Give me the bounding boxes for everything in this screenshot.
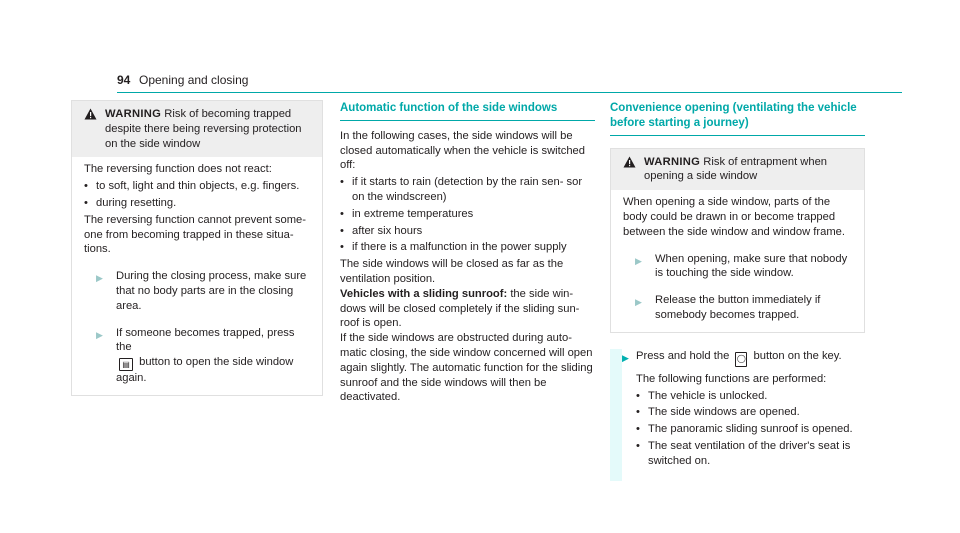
step-text: During the closing process, make sure that no body parts are in the closing area. <box>116 270 307 312</box>
left-column <box>71 100 323 396</box>
action-text <box>636 349 842 367</box>
list-item: • after six hours <box>340 224 595 239</box>
functions-list <box>626 389 865 469</box>
action-block <box>610 349 865 469</box>
right-column <box>610 100 865 469</box>
step-text: Release the button immediately if somebody becomes trapped. <box>655 294 821 321</box>
warning-header <box>72 101 322 157</box>
page-header <box>117 70 902 93</box>
step-text: When opening, make sure that nobody is touching the side window. <box>655 252 848 280</box>
unlock-key-button-icon: ◯ <box>735 352 747 367</box>
paragraph-obstructed: If the side windows are obstructed during auto- matic closing, the side window concerned will open again slightly. The automatic function for the sliding sunroof and the side windows will then be deactivated. <box>340 332 593 404</box>
warning-title <box>639 155 854 185</box>
warning-title <box>100 107 312 151</box>
warning-body <box>72 157 322 395</box>
list-item: • The panoramic sliding sunroof is opened. <box>636 422 865 437</box>
step-text <box>113 326 312 386</box>
action-intro: The following functions are performed: <box>636 372 827 385</box>
conditions-list <box>340 175 595 255</box>
list-item: • to soft, light and thin objects, e.g. fingers. <box>84 179 312 194</box>
step-arrow-icon: ▶ <box>96 273 103 284</box>
warning-paragraph: The reversing function cannot prevent some- one from becoming trapped in these situa- tions. <box>84 213 307 256</box>
warning-label: WARNING <box>644 155 701 168</box>
step-text-before: If someone becomes trapped, press the <box>116 326 295 354</box>
list-item: • The seat ventilation of the driver's seat is switched on. <box>636 439 865 469</box>
warning-intro: The reversing function does not react: <box>84 163 272 176</box>
page-number: 94 <box>117 73 131 87</box>
section-heading-automatic: Automatic function of the side windows <box>340 101 595 121</box>
paragraph-sunroof <box>340 287 595 331</box>
list-item: • if it starts to rain (detection by the rain sen- sor on the windscreen) <box>340 175 595 205</box>
section-heading-convenience: Convenience opening (ventilating the vehicle before starting a journey) <box>610 101 865 136</box>
warning-triangle-icon <box>84 107 100 151</box>
warning-bullet-list <box>84 179 312 211</box>
intro-paragraph: In the following cases, the side windows will be closed automatically when the vehicle is switched off: <box>340 129 586 172</box>
instruction-step <box>84 269 312 313</box>
warning-box-entrapment <box>610 148 865 333</box>
instruction-step <box>623 293 854 323</box>
step-arrow-icon: ▶ <box>635 297 642 308</box>
action-text-before: Press and hold the <box>636 349 733 362</box>
list-item: • if there is a malfunction in the power supply <box>340 240 595 255</box>
step-arrow-icon: ▶ <box>622 352 629 363</box>
instruction-step <box>623 252 854 282</box>
warning-header <box>611 149 864 191</box>
warning-label: WARNING <box>105 108 162 120</box>
warning-title-text: Risk of becoming trapped despite there being reversing protection on the side window <box>105 108 302 150</box>
step-arrow-icon: ▶ <box>635 255 642 266</box>
instruction-step <box>84 326 312 386</box>
action-text-after: button on the key. <box>750 349 842 362</box>
sunroof-label: Vehicles with a sliding sunroof: <box>340 287 508 300</box>
paragraph-ventilation: The side windows will be closed as far as the ventilation position. <box>340 258 564 285</box>
window-button-icon: ▤ <box>119 358 133 371</box>
step-text-after: button to open the side window again. <box>116 356 294 385</box>
list-item: • The side windows are opened. <box>636 405 865 420</box>
list-item: • The vehicle is unlocked. <box>636 389 865 404</box>
warning-title-text: Risk of entrapment when opening a side window <box>644 155 828 183</box>
sunroof-text: the side win- dows will be closed completely if the sliding sun- roof is open. <box>340 287 580 330</box>
warning-body <box>611 190 864 332</box>
warning-body-text: When opening a side window, parts of the body could be drawn in or become trapped between the side window and window frame. <box>623 196 846 238</box>
warning-triangle-icon <box>623 155 639 185</box>
list-item: • during resetting. <box>84 196 312 211</box>
list-item: • in extreme temperatures <box>340 207 595 222</box>
action-bar <box>610 349 622 481</box>
section-title: Opening and closing <box>139 73 249 87</box>
middle-column <box>340 100 595 405</box>
action-step <box>622 349 865 367</box>
warning-box-trapped <box>71 100 323 396</box>
step-arrow-icon: ▶ <box>96 329 103 340</box>
